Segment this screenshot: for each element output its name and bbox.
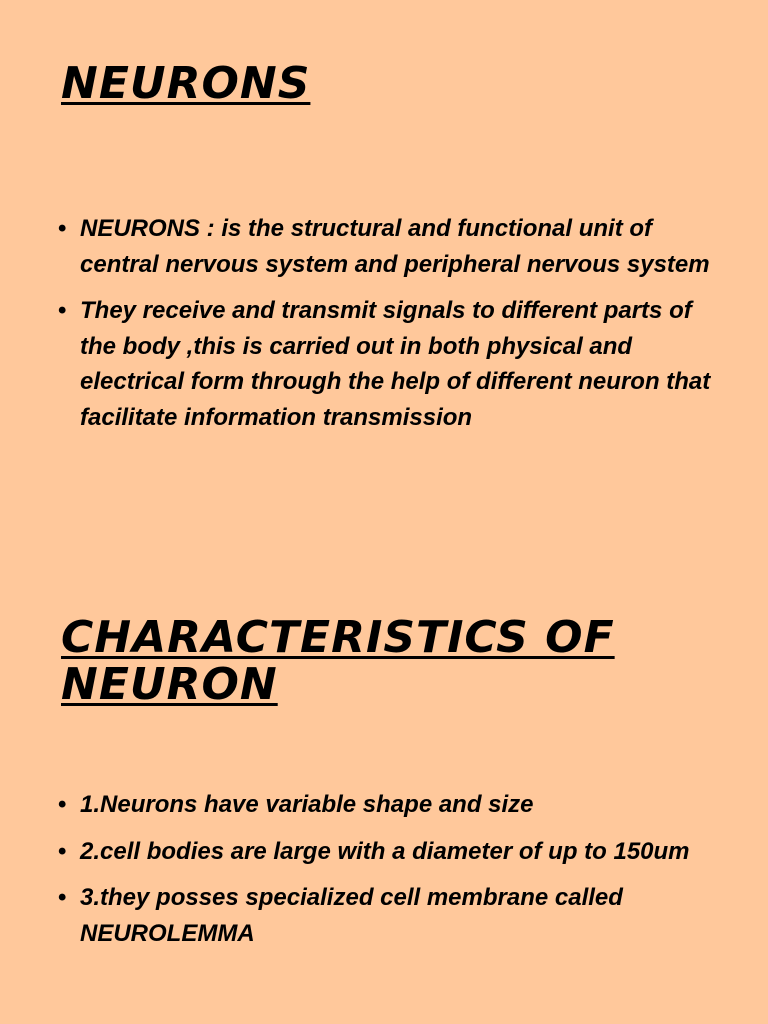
bullet-dot-icon: •: [58, 791, 67, 818]
bullet-dot-icon: •: [58, 884, 67, 911]
bullet-item: [0, 211, 768, 282]
bullet-item: [0, 880, 768, 951]
bullet-item: [0, 293, 768, 435]
bullet-text: 2.cell bodies are large with a diameter of up to 150um: [80, 837, 690, 865]
bullet-dot-icon: •: [58, 837, 67, 865]
neurons-heading: NEURONS: [61, 58, 311, 109]
characteristics-heading: CHARACTERISTICS OF NEURON: [61, 612, 615, 710]
bullet-text: 3.they posses specialized cell membrane called NEUROLEMMA: [80, 884, 623, 947]
neurons-bullet-list: [0, 211, 768, 446]
bullet-text: They receive and transmit signals to different parts of the body ,this is carried out in both physical and electrical form through the help of different neuron that facilitate information transmission: [80, 297, 711, 431]
characteristics-bullet-list: [0, 787, 768, 962]
bullet-text: NEURONS : is the structural and functional unit of central nervous system and peripheral nervous system: [80, 215, 710, 278]
bullet-dot-icon: •: [58, 297, 67, 324]
bullet-text: 1.Neurons have variable shape and size: [80, 791, 534, 818]
bullet-item: [0, 787, 768, 823]
bullet-item: [0, 834, 768, 870]
bullet-dot-icon: •: [58, 215, 67, 242]
